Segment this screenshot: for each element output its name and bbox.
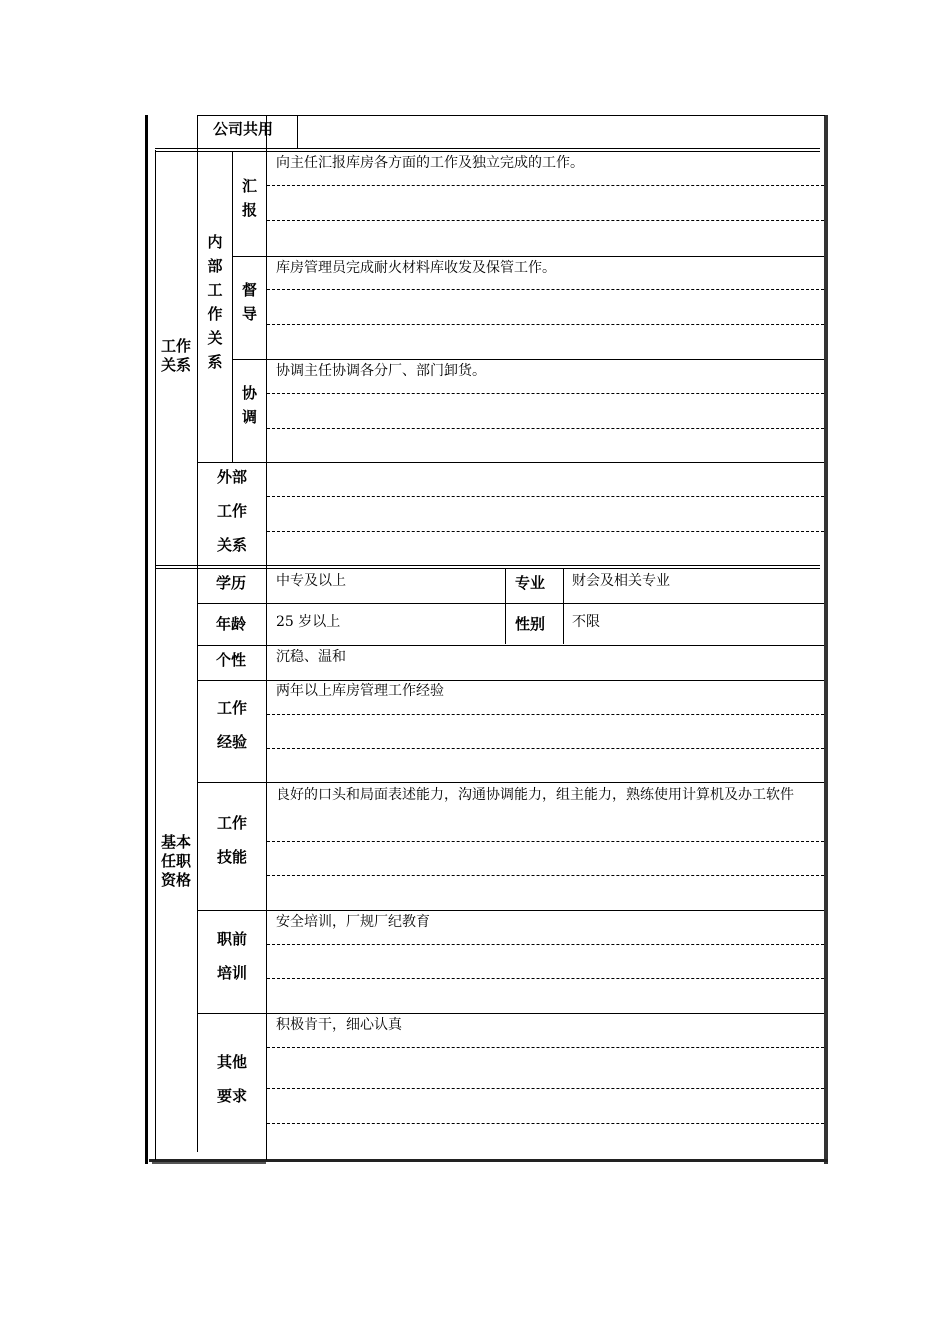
report-label-text: 汇报 bbox=[241, 177, 257, 219]
section-divider-2 bbox=[155, 565, 820, 566]
age-value: 25 岁以上 bbox=[276, 614, 341, 630]
col-line-d bbox=[266, 115, 267, 1160]
col-line-a bbox=[155, 150, 156, 1160]
training-line-1 bbox=[267, 944, 824, 945]
experience-label-1: 工作 bbox=[216, 699, 247, 717]
supervise-line-2 bbox=[267, 324, 824, 325]
other-line-3 bbox=[267, 1123, 824, 1124]
major-label: 专业 bbox=[515, 574, 546, 592]
other-line-1 bbox=[267, 1047, 824, 1048]
report-label bbox=[233, 174, 266, 222]
skills-line-2 bbox=[267, 875, 824, 876]
coordinate-label-text: 协调 bbox=[241, 384, 257, 426]
other-line-2 bbox=[267, 1088, 824, 1089]
gender-value: 不限 bbox=[572, 614, 600, 630]
coordinate-line-2 bbox=[267, 428, 824, 429]
coordinate-bottom bbox=[197, 462, 824, 463]
coordinate-text: 协调主任协调各分厂、部门卸货。 bbox=[276, 363, 486, 379]
education-bottom bbox=[197, 603, 824, 604]
skills-line-1 bbox=[267, 841, 824, 842]
work-relations-label-text: 工作关系 bbox=[160, 337, 191, 374]
left-border bbox=[145, 115, 148, 1164]
other-value: 积极肯干，细心认真 bbox=[276, 1017, 402, 1033]
skills-label-1: 工作 bbox=[216, 814, 247, 832]
skills-label-2: 技能 bbox=[216, 848, 247, 866]
training-label-1: 职前 bbox=[216, 930, 247, 948]
experience-line-1 bbox=[267, 714, 824, 715]
supervise-label bbox=[233, 278, 266, 326]
coordinate-line-1 bbox=[267, 393, 824, 394]
report-line-1 bbox=[267, 185, 824, 186]
age-label: 年龄 bbox=[216, 615, 247, 633]
gender-label: 性别 bbox=[515, 615, 546, 633]
skills-value: 良好的口头和局面表述能力，沟通协调能力，组主能力，熟练使用计算机及办工软件 bbox=[276, 787, 794, 803]
external-line-3: 关系 bbox=[216, 536, 247, 554]
personality-label: 个性 bbox=[216, 651, 247, 669]
work-relations-label bbox=[156, 337, 196, 375]
internal-relations-label-text: 内部工作关系 bbox=[207, 233, 223, 371]
qualifications-label bbox=[156, 833, 196, 890]
skills-label bbox=[199, 806, 265, 874]
other-label bbox=[199, 1045, 265, 1113]
supervise-label-text: 督导 bbox=[241, 281, 257, 323]
training-label bbox=[199, 922, 265, 990]
education-value: 中专及以上 bbox=[276, 573, 346, 589]
experience-label bbox=[199, 691, 265, 759]
education-label: 学历 bbox=[216, 574, 247, 592]
external-relations-label bbox=[199, 460, 265, 562]
col-line-company bbox=[297, 115, 298, 149]
qualifications-label-text: 基本任职资格 bbox=[160, 833, 191, 889]
personality-value: 沉稳、温和 bbox=[276, 649, 346, 665]
training-value: 安全培训，厂规厂纪教育 bbox=[276, 914, 430, 930]
supervise-text: 库房管理员完成耐火材料库收发及保管工作。 bbox=[276, 260, 556, 276]
section-divider-1 bbox=[155, 148, 820, 149]
company-shared-label: 公司共用 bbox=[213, 120, 274, 138]
external-line-2: 工作 bbox=[216, 502, 247, 520]
major-col-right bbox=[563, 569, 564, 644]
other-label-2: 要求 bbox=[216, 1087, 247, 1105]
other-label-1: 其他 bbox=[216, 1053, 247, 1071]
experience-value: 两年以上库房管理工作经验 bbox=[276, 683, 444, 699]
training-line-2 bbox=[267, 978, 824, 979]
major-col-left bbox=[505, 569, 506, 644]
experience-label-2: 经验 bbox=[216, 733, 247, 751]
external-line-a bbox=[267, 496, 824, 497]
internal-relations-label bbox=[199, 230, 231, 374]
section-divider-2b bbox=[155, 568, 820, 569]
external-line-1: 外部 bbox=[216, 468, 247, 486]
supervise-line-1 bbox=[267, 289, 824, 290]
bottom-border-shadow bbox=[152, 1162, 266, 1164]
report-text: 向主任汇报库房各方面的工作及独立完成的工作。 bbox=[276, 155, 584, 171]
report-line-2 bbox=[267, 220, 824, 221]
experience-line-2 bbox=[267, 748, 824, 749]
training-label-2: 培训 bbox=[216, 964, 247, 982]
top-border bbox=[197, 115, 825, 116]
major-value: 财会及相关专业 bbox=[572, 573, 670, 589]
right-border bbox=[824, 115, 828, 1164]
external-line-b bbox=[267, 531, 824, 532]
coordinate-label bbox=[233, 381, 266, 429]
col-line-b bbox=[197, 115, 198, 1152]
